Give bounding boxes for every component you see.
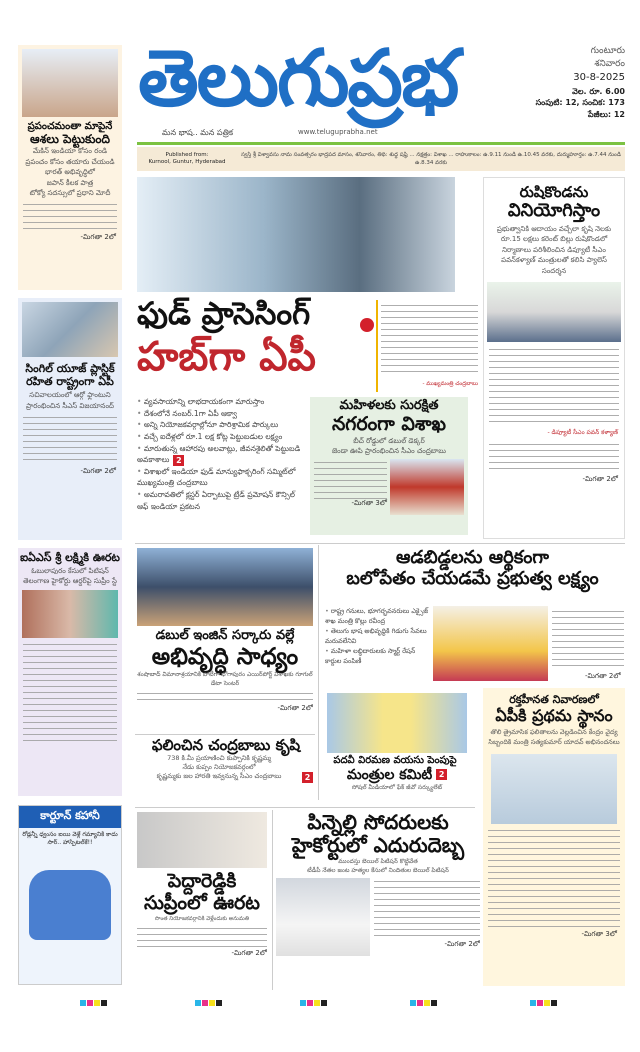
bullet: వచ్చే ఐదేళ్లలో రూ.1 లక్ష కోట్ల పెట్టుబడుల లక్ష్యం (143, 431, 283, 441)
lead-headline-block (137, 296, 359, 394)
subheadline: టోక్యో సదస్సులో ప్రధాని మోదీ (29, 189, 111, 198)
lead-headline: హబ్‌గా ఏపీ (137, 334, 316, 381)
continued-link[interactable]: -మిగతా 2లో (80, 232, 116, 241)
quote-icon (360, 318, 374, 332)
bullet: వ్యవసాయాన్ని లాభదాయకంగా మారుస్తాం (143, 397, 265, 406)
quote-text (381, 302, 478, 376)
headline: నగరంగా విశాఖ (331, 412, 447, 435)
subheadline: టీడీపీ నేతల జంట హత్యల కేసులో నిందితుల బెయిల్ పిటిషన్ (307, 867, 449, 874)
pinnelli-brothers-photo (276, 878, 370, 956)
bullet: మహిళా లబ్ధిదారులకు స్మార్ట్ రేషన్ కార్డుల పంపిణీ (325, 647, 416, 666)
headline: రక్తహీనత నివారణలో (509, 693, 599, 706)
ribbon-cutting-photo (22, 302, 118, 357)
headline: వినియోగిస్తాం (507, 200, 601, 222)
rushikonda-story[interactable] (483, 177, 625, 539)
divider (135, 734, 315, 735)
chandrababu-story[interactable] (137, 737, 315, 782)
continued-link[interactable]: -మిగతా 2లో (444, 940, 480, 948)
headline: మంత్రుల కమిటీ (346, 766, 433, 783)
modi-photo (22, 49, 118, 117)
ministers-photo (327, 693, 467, 753)
subheadline: ముందస్తు బెయిల్ పిటిషన్ కొట్టివేత (338, 858, 418, 865)
color-registration-mark (410, 1000, 437, 1006)
continued-link[interactable]: -మిగతా 2లో (80, 467, 116, 476)
subheadline: సచివాలయంలో ఆర్గో ఫ్లాంటుని ప్రారంభించిన సీఎస్ విజయానంద్ (26, 391, 114, 410)
subheadline: మేకిన్ ఇండియా కోసం రండి (32, 147, 108, 156)
body-text (489, 441, 619, 471)
color-registration-mark (195, 1000, 222, 1006)
panchangam: స్వస్తి శ్రీ విశ్వావసు నామ సంవత్సరం భాద్రపద మాసం, శనివారం, తిథి: శుద్ధ షష్ఠి ... నక్షత్రం: విశాఖ ... రాహుకాలం: ఉ.9.11 నుండి ఉ.10.45 వరకు, దుర్ముహూర్తం: ఉ.7.44 నుండి ఉ.8.34 వరకు (241, 151, 621, 166)
summit-group-photo (137, 548, 313, 626)
continued-link[interactable]: -మిగతా 2లో (231, 948, 267, 957)
body-text (23, 641, 117, 741)
divider (376, 300, 378, 392)
committee-story[interactable] (322, 693, 472, 806)
divider (135, 543, 625, 544)
continued-link[interactable]: -మిగతా 2లో (582, 475, 618, 484)
subheadline: జెండా ఊపి ప్రారంభించిన సీఎం చంద్రబాబు (332, 447, 446, 456)
anemia-story[interactable] (483, 688, 625, 986)
subheadline: సోషల్ మీడియాలో ఫేక్ జీవో సర్క్యులేట్ (351, 783, 443, 791)
edition-info (530, 45, 625, 120)
day: శనివారం (594, 59, 625, 70)
headline: ఆశలు పెట్టుకుంది (30, 131, 110, 146)
lead-bullets (137, 396, 307, 536)
date: 30-8-2025 (573, 72, 625, 84)
color-registration-mark (300, 1000, 327, 1006)
headline: మహిళలకు సురక్షిత (339, 398, 439, 413)
cartoon-caption: రోడ్లన్నీ ధ్వంసం ఐయి వెళ్లే గమ్యానికి కాదు సార్.. హాస్పిటల్‌కే!! (22, 831, 118, 846)
cartoon-title: కార్టూన్ కహానీ (19, 806, 121, 828)
subheadline: భారత్ అభివృద్ధిలో (45, 168, 95, 177)
tagline: మన భాష.. మన పత్రిక (162, 128, 234, 137)
continued-link[interactable]: -మిగతా 3లో (581, 929, 617, 938)
ias-photo (22, 590, 118, 638)
subheadline: కృష్ణమ్మకు జల హారతి ఇవ్వనున్న సీఎం చంద్రబాబు (156, 772, 282, 781)
body-text (23, 201, 117, 231)
color-registration-mark (530, 1000, 557, 1006)
volume: సంపుటి: 12, సంచిక: 173 (535, 98, 625, 108)
price: వెల. రూ. 6.00 (572, 86, 625, 96)
headline: పిన్నెల్లి సోదరులకు (307, 811, 449, 834)
divider (318, 545, 319, 800)
peddireddy-photo (137, 812, 267, 868)
color-registration-mark (80, 1000, 107, 1006)
website-link[interactable]: www.teluguprabha.net (298, 128, 378, 136)
headline: పెద్దారెడ్డికి (167, 870, 237, 892)
bullet: అమరావతిలో క్లస్టర్ ఏర్పాటుపై ట్రేడ్ ప్రమోషన్ కౌన్సిల్ ఆఫ్ ఇండియా ప్రకటన (137, 490, 295, 511)
published-cities: Kurnool, Guntur, Hyderabad (148, 159, 226, 165)
body-text (489, 346, 619, 426)
subheadline: ఓబులాపురం కేసులో పిటిషన్ తెలంగాణ హైకోర్టు ఆర్డర్‌పై సుప్రీం స్టే (23, 566, 117, 586)
subheadline: ప్రపంచం కోసం తయారు చేయండి (25, 157, 115, 166)
quote-attribution: - ముఖ్యమంత్రి చంద్రబాబు (422, 381, 478, 387)
bullet: అన్ని నియోజకవర్గాల్లోనూ పారిశ్రామిక పార్కులు (143, 420, 279, 430)
body-text (374, 878, 480, 940)
headline: పదవీ విరమణ వయసు పెంపుపై (333, 755, 457, 766)
headline: సుప్రీంలో ఊరట (144, 891, 260, 914)
plastic-story[interactable] (18, 298, 122, 540)
peddireddy-story[interactable] (137, 812, 267, 994)
car-illustration (29, 870, 111, 940)
bullet: రాష్ట్ర గనులు, భూగర్భవనరులు ఎక్సైజ్ శాఖ మంత్రి కొల్లు రవీంద్ర (325, 607, 428, 626)
info-band (137, 147, 625, 171)
body-text (137, 925, 267, 949)
divider (137, 142, 625, 145)
subheadline: 738 కి.మీ ప్రయాణించి కుప్పానికి కృష్ణమ్మ (167, 754, 271, 763)
headline: ప్రపంచమంతా మాపైనే (27, 121, 113, 132)
double-decker-photo (390, 459, 464, 515)
modi-story[interactable] (18, 45, 122, 290)
headline: హైకోర్టులో ఎదురుదెబ్బ (291, 833, 465, 857)
headline: అభివృద్ధి సాధ్యం (151, 643, 299, 670)
ration-card-photo (433, 606, 548, 681)
pinnelli-story[interactable] (276, 811, 480, 995)
body-text (488, 827, 620, 927)
newspaper-logo: తెలుగుప్రభ (138, 34, 458, 124)
pages: పేజీలు: 12 (587, 109, 625, 119)
divider (272, 810, 273, 990)
continued-link[interactable]: -మిగతా 2లో (277, 704, 313, 713)
subheadline: నేడు కుప్పం నియోజకవర్గంలో (182, 763, 256, 772)
subheadline: ప్రభుత్వానికి ఆదాయం వచ్చేలా కృషి నెలకు రూ.15 లక్షలు కరెంట్ బిల్లు రుషికొండలో నిర్మాణాలు పరిశీలించిన డిప్యూటీ సీఎం పవన్‌కళ్యాణ్ మంత్రులతో కలిసి ప్యాలెస్ సందర్శన (496, 224, 612, 275)
headline: ఫలించిన చంద్రబాబు కృషి (151, 736, 301, 754)
page-ref-badge[interactable]: 2 (173, 455, 184, 466)
subheadline: జపాన్ కీలక పాత్ర (46, 178, 94, 187)
headline: రుషికొండను (519, 183, 589, 201)
subheadline: తొలి త్రైమాసిక ఫలితాలను వెల్లడించిన కేంద్రం వైద్య సిబ్బందికి మంత్రి సత్యకుమార్ యాదవ్ అభినందనలు (488, 728, 620, 746)
palace-visit-photo (487, 282, 621, 342)
continued-link[interactable]: -మిగతా 3లో (351, 498, 387, 507)
bullet: మారుతున్న ఆహారపు అలవాట్లు, జీవనశైలితో పెట్టుబడి అవకాశాలు (137, 443, 301, 465)
subheadline: సొంత నియోజకవర్గానికి వెళ్లేందుకు అనుమతి (154, 915, 250, 922)
divider (135, 807, 475, 808)
minister-photo (491, 754, 617, 824)
headline: ఐఏఎస్ శ్రీ లక్ష్మికి ఊరట (20, 551, 120, 564)
double-engine-story[interactable] (137, 548, 313, 732)
body-text (314, 459, 387, 499)
headline: డబుల్ ఇంజిన్ సర్కారు వల్లే (155, 628, 295, 643)
bullet: విశాఖలో ఇండియా ఫుడ్ మాన్యుఫాక్చరింగ్ సమ్మిట్‌లో ముఖ్యమంత్రి చంద్రబాబు (137, 466, 296, 488)
cartoon (18, 805, 122, 985)
ias-story[interactable] (18, 548, 122, 796)
bullet: దేశంలోనే నంబర్.1గా ఏపీ ఆక్వా (143, 408, 237, 418)
women-bullets (325, 606, 429, 684)
body-text (137, 690, 313, 704)
headline: ఆడబిడ్డలను ఆర్థికంగా (396, 547, 549, 568)
headline: సింగిల్ యూజ్ ప్లాస్టిక్ రహిత రాష్ట్రంగా ఏపీ (25, 362, 115, 388)
city: గుంటూరు (590, 46, 625, 56)
summit-photo (137, 177, 455, 292)
chandrababu-subs (137, 754, 315, 781)
visakha-story[interactable] (310, 397, 468, 535)
headline: బలోపేతం చేయడమే ప్రభుత్వ లక్ష్యం (346, 567, 599, 589)
continued-link[interactable]: -మిగతా 2లో (585, 672, 621, 680)
body-text (552, 608, 624, 668)
page-ref-badge[interactable]: 2 (436, 769, 447, 780)
body-text (23, 414, 117, 464)
page-ref-badge[interactable]: 2 (302, 772, 313, 783)
subheadline: బీచ్ రోడ్డులో డబుల్ డెక్కర్ (353, 436, 425, 445)
subheadline: శంషాబాద్ విమానాశ్రయానికి పోటీగా భోగాపురం ఎయిర్‌పోర్ట్ విశాఖకు గూగుల్ డేటా సెంటర్ (137, 671, 313, 688)
quote-attribution: - డిప్యూటీ సీఎం పవన్ కళ్యాణ్ (547, 429, 618, 437)
published-label: Published from: (165, 151, 209, 158)
women-headline-block (320, 548, 625, 589)
lead-headline: ఫుడ్ ప్రాసెసింగ్ (137, 296, 311, 332)
headline: ఏపీకి ప్రథమ స్థానం (495, 705, 613, 725)
bullet: తెలుగు భాష అభివృద్ధికి గిడుగు సేవలు మరువలేనివి (325, 627, 427, 646)
